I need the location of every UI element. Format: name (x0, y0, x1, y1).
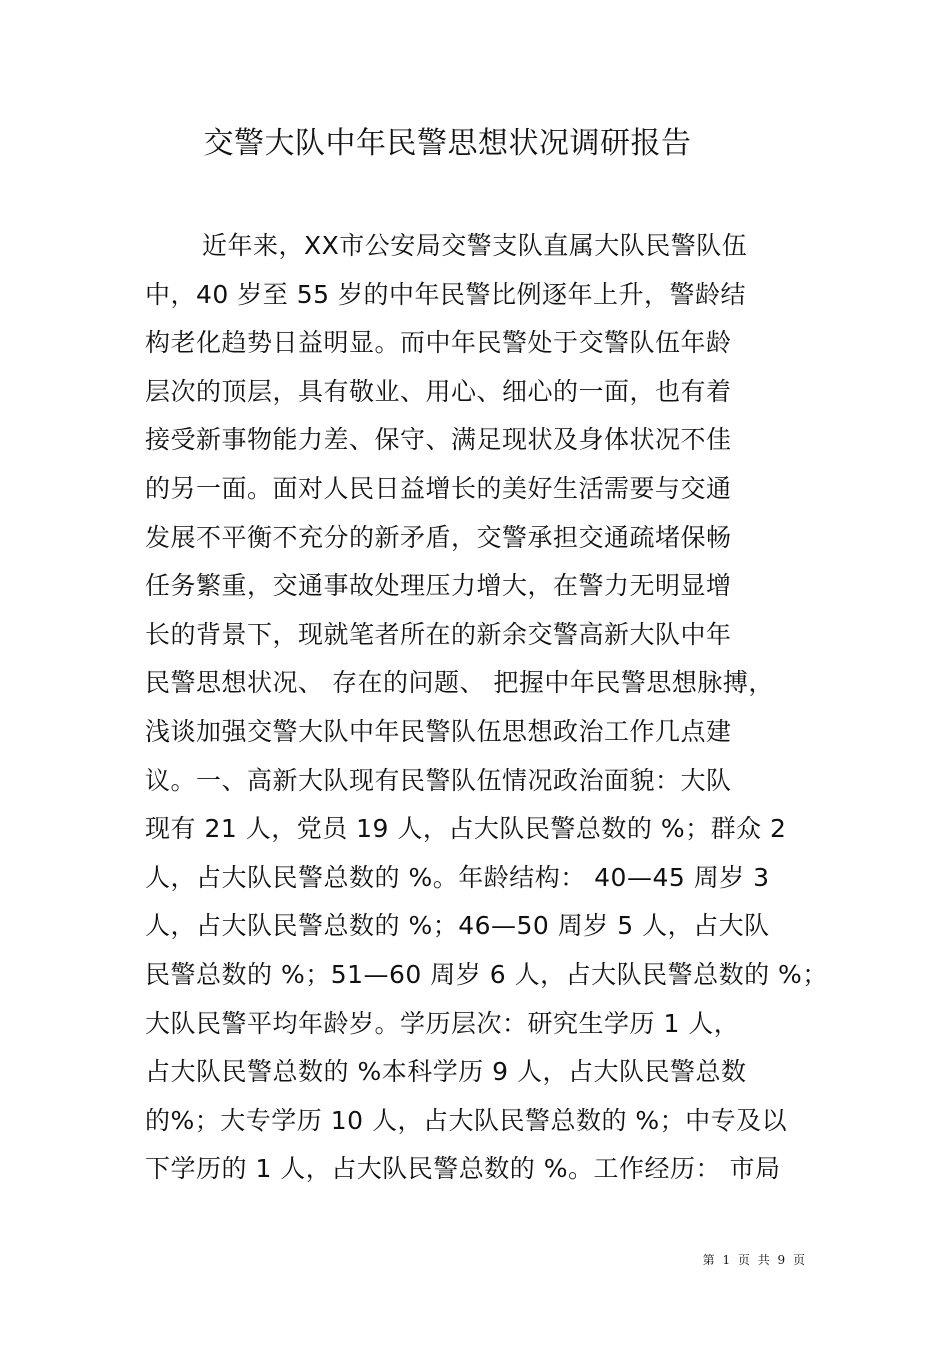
body-line: 的另一面。面对人民日益增长的美好生活需要与交通 (145, 473, 732, 503)
body-line: 接受新事物能力差、保守、满足现状及身体状况不佳 (145, 425, 732, 455)
document-title: 交警大队中年民警思想状况调研报告 (203, 126, 692, 161)
page-number-footer: 第 1 页 共 9 页 (702, 1253, 807, 1267)
body-line: 议。一、高新大队现有民警队伍情况政治面貌：大队 (145, 765, 732, 795)
body-line: 层次的顶层，具有敬业、用心、细心的一面，也有着 (145, 376, 732, 406)
body-line: 构老化趋势日益明显。而中年民警处于交警队伍年龄 (145, 328, 732, 358)
body-line: 中，40 岁至 55 岁的中年民警比例逐年上升，警龄结 (145, 279, 746, 309)
body-line: 现有 21 人，党员 19 人，占大队民警总数的 %；群众 2 (145, 814, 787, 844)
body-line: 人，占大队民警总数的 %。年龄结构： 40—45 周岁 3 (145, 862, 770, 892)
body-line: 占大队民警总数的 %本科学历 9 人，占大队民警总数 (145, 1057, 747, 1087)
body-line: 下学历的 1 人，占大队民警总数的 %。工作经历： 市局 (145, 1154, 781, 1184)
body-line: 民警总数的 %；51—60 周岁 6 人，占大队民警总数的 %； (145, 959, 828, 989)
body-line: 的%；大专学历 10 人，占大队民警总数的 %；中专及以 (145, 1105, 788, 1135)
body-line: 发展不平衡不充分的新矛盾，交警承担交通疏堵保畅 (145, 522, 732, 552)
body-line: 民警思想状况、 存在的问题、 把握中年民警思想脉搏， (145, 668, 774, 698)
body-line: 长的背景下，现就笔者所在的新余交警高新大队中年 (145, 619, 732, 649)
body-line: 任务繁重，交通事故处理压力增大，在警力无明显增 (145, 571, 732, 601)
document-body (145, 222, 828, 1194)
body-line: 近年来，XX市公安局交警支队直属大队民警队伍 (202, 231, 748, 260)
body-line: 大队民警平均年龄岁。学历层次：研究生学历 1 人， (145, 1008, 740, 1038)
body-line: 人，占大队民警总数的 %；46—50 周岁 5 人，占大队 (145, 911, 770, 941)
body-line: 浅谈加强交警大队中年民警队伍思想政治工作几点建 (145, 716, 732, 746)
